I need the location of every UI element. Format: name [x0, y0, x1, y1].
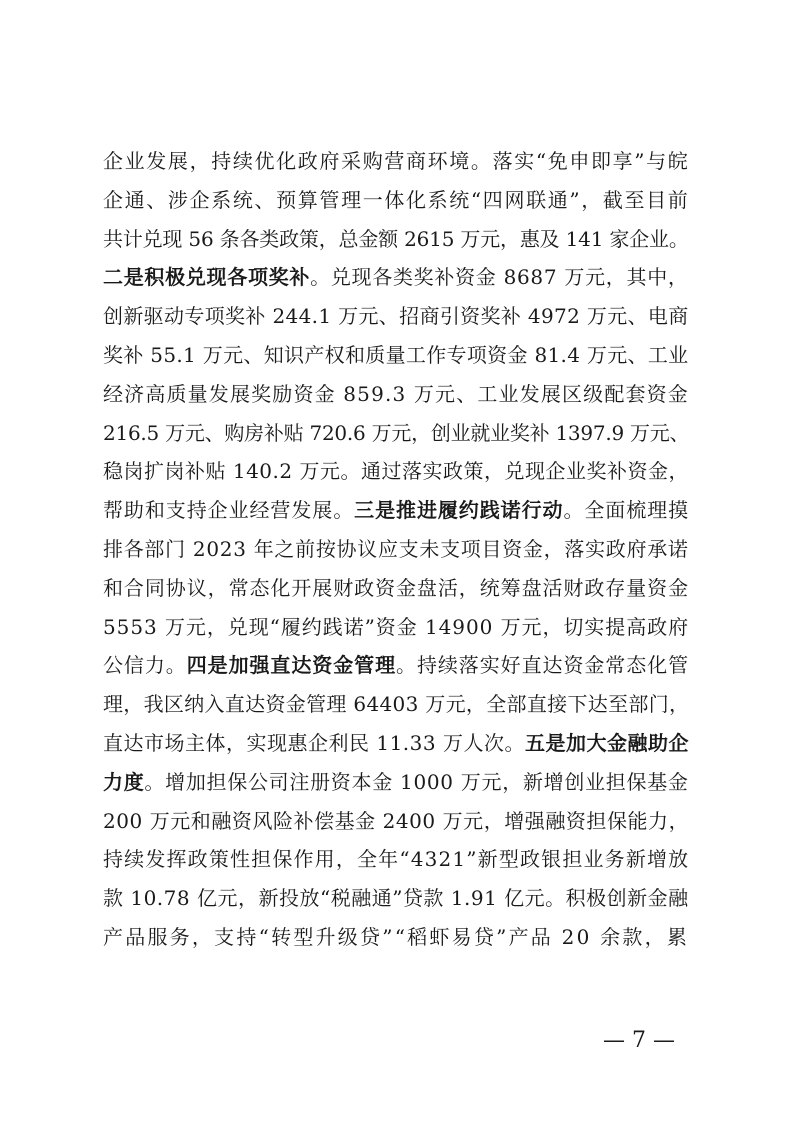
body-text-segment: 。增加担保公司注册资本金 1000 万元，新增创业担保基金 — [144, 769, 689, 794]
body-text-segment: 奖补 55.1 万元、知识产权和质量工作专项资金 81.4 万元、工业 — [103, 343, 689, 367]
body-text-segment: 帮助和支持企业经营发展。 — [103, 498, 355, 523]
bold-heading-text: 力度 — [103, 769, 145, 794]
text-line — [103, 183, 689, 217]
body-text-segment: 款 10.78 亿元，新投放“税融通”贷款 1.91 亿元。积极创新金融 — [103, 886, 689, 911]
text-line — [103, 260, 689, 294]
body-text-segment: 企通、涉企系统、预算管理一体化系统“四网联通”，截至目前 — [103, 187, 690, 212]
body-text-segment: 5553 万元，兑现“履约践诺”资金 14900 万元，切实提高政府 — [103, 614, 690, 639]
body-text-segment: 。兑现各类奖补资金 8687 万元，其中， — [310, 265, 689, 290]
text-line — [103, 338, 689, 372]
text-line — [103, 920, 689, 954]
body-text-segment: 创新驱动专项奖补 244.1 万元、招商引资奖补 4972 万元、电商 — [103, 304, 689, 329]
text-line — [103, 532, 689, 566]
bold-heading-text: 三是推进履约践诺行动 — [354, 498, 564, 523]
text-line — [103, 765, 689, 799]
body-text-segment: 共计兑现 56 条各类政策，总金额 2615 万元，惠及 141 家企业。 — [103, 226, 689, 251]
body-text-segment: 经济高质量发展奖励资金 859.3 万元、工业发展区级配套资金 — [103, 381, 689, 406]
body-text-segment: 。持续落实好直达资金常态化管 — [396, 653, 690, 678]
text-line — [103, 648, 689, 682]
body-text-segment: 理，我区纳入直达资金管理 64403 万元，全部直接下达至部门， — [103, 692, 690, 717]
text-line — [103, 299, 689, 333]
body-text-segment: 产品服务，支持“转型升级贷”“稻虾易贷”产品 20 余款，累 — [103, 925, 690, 949]
text-line — [103, 842, 689, 876]
bold-heading-text: 五是加大金融助企 — [524, 731, 689, 755]
bold-heading-text: 二是积极兑现各项奖补 — [103, 265, 311, 290]
body-text-segment: 200 万元和融资风险补偿基金 2400 万元，增强融资担保能力， — [103, 808, 690, 833]
body-text-segment: 公信力。 — [103, 653, 187, 678]
body-text-segment: 216.5 万元、购房补贴 720.6 万元，创业就业奖补 1397.9 万元、 — [103, 420, 690, 445]
text-line — [103, 416, 689, 450]
body-text-segment: 。全面梳理摸 — [563, 498, 690, 523]
text-line — [103, 493, 689, 527]
text-line — [103, 377, 689, 411]
body-text-segment: 企业发展，持续优化政府采购营商环境。落实“免申即享”与皖 — [103, 149, 690, 173]
body-text-segment: 持续发挥政策性担保作用，全年“4321”新型政银担业务新增放 — [103, 847, 690, 872]
body-text-segment: 稳岗扩岗补贴 140.2 万元。通过落实政策，兑现企业奖补资金， — [103, 459, 689, 484]
text-line — [103, 687, 689, 721]
body-text-segment: 排各部门 2023 年之前按协议应支未支项目资金，落实政府承诺 — [103, 537, 689, 561]
text-line — [103, 804, 689, 838]
text-line — [103, 610, 689, 644]
body-text-segment: 和合同协议，常态化开展财政资金盘活，统筹盘活财政存量资金 — [103, 575, 689, 600]
text-line — [103, 454, 689, 488]
bold-heading-text: 四是加强直达资金管理 — [186, 653, 397, 678]
body-text-segment: 直达市场主体，实现惠企利民 11.33 万人次。 — [103, 731, 525, 755]
text-line — [103, 881, 689, 915]
text-line — [103, 726, 689, 760]
page-number: — 7 — — [603, 1028, 675, 1053]
text-line — [103, 222, 689, 256]
text-line — [103, 144, 689, 178]
text-line — [103, 571, 689, 605]
